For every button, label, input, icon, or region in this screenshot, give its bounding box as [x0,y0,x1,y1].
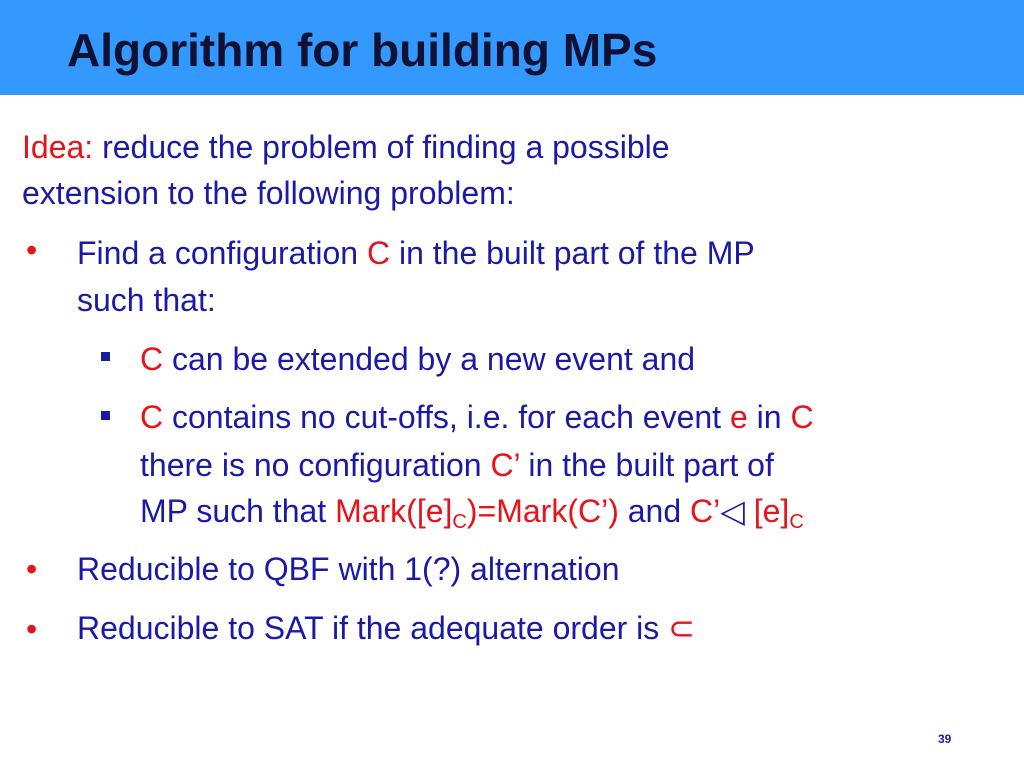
configuration-c-prime: C’ [490,447,520,483]
slide-number: 39 [938,732,952,746]
slide-title: Algorithm for building MPs [67,24,658,76]
idea-label: Idea: [22,129,94,165]
triangle-order-icon: ◁ [720,493,745,529]
bullet-1-line-2: such that: [77,282,216,318]
subbullet-2-text-a: contains no cut-offs, i.e. for each event [163,399,730,435]
square-bullet-icon [101,352,110,361]
event-e: e [729,399,748,435]
bullet-dot-icon: • [26,551,38,587]
mark-expression-a: Mark([e] [335,493,453,529]
subbullet-2-line-1 [140,398,814,436]
subbullet-2-line-2 [140,446,774,484]
bullet-1-text-b: in the built part of the MP [390,235,755,271]
subset-symbol-icon: ⊂ [668,610,695,646]
configuration-c: C [366,235,391,271]
subbullet-2-c2: C [790,399,814,435]
subbullet-2-c: C [140,399,164,435]
subbullet-2-text-d: in the built part of [519,447,774,483]
subbullet-2-text-e: MP such that [140,493,336,529]
bullet-1-line-1 [77,234,755,272]
bullet-3-text: Reducible to SAT if the adequate order is [77,610,669,646]
subbullet-1-text: can be extended by a new event and [163,341,696,377]
mark-subscript: C [452,511,467,533]
subbullet-2-text-b: in [747,399,791,435]
and-text: and [618,493,691,529]
square-bullet-icon [101,411,110,420]
subbullet-2-text-c: there is no configuration [140,447,491,483]
subbullet-2-line-3 [140,492,804,541]
e-set-text: [e] [744,493,790,529]
intro-text-1: reduce the problem of finding a possible [102,129,670,165]
subbullet-1-c: C [140,341,164,377]
e-set-subscript: C [789,511,804,533]
bullet-1-text-a: Find a configuration [77,235,367,271]
bullet-2: Reducible to QBF with 1(?) alternation [77,551,620,587]
intro-line-1 [22,128,670,166]
bullet-dot-icon: • [26,232,38,268]
intro-line-2: extension to the following problem: [22,175,515,211]
subbullet-1 [140,340,695,378]
bullet-3 [77,609,695,647]
bullet-dot-icon: • [26,611,38,647]
mark-expression-b: )=Mark(C’) [466,493,619,529]
c-prime-text: C’ [690,493,721,529]
